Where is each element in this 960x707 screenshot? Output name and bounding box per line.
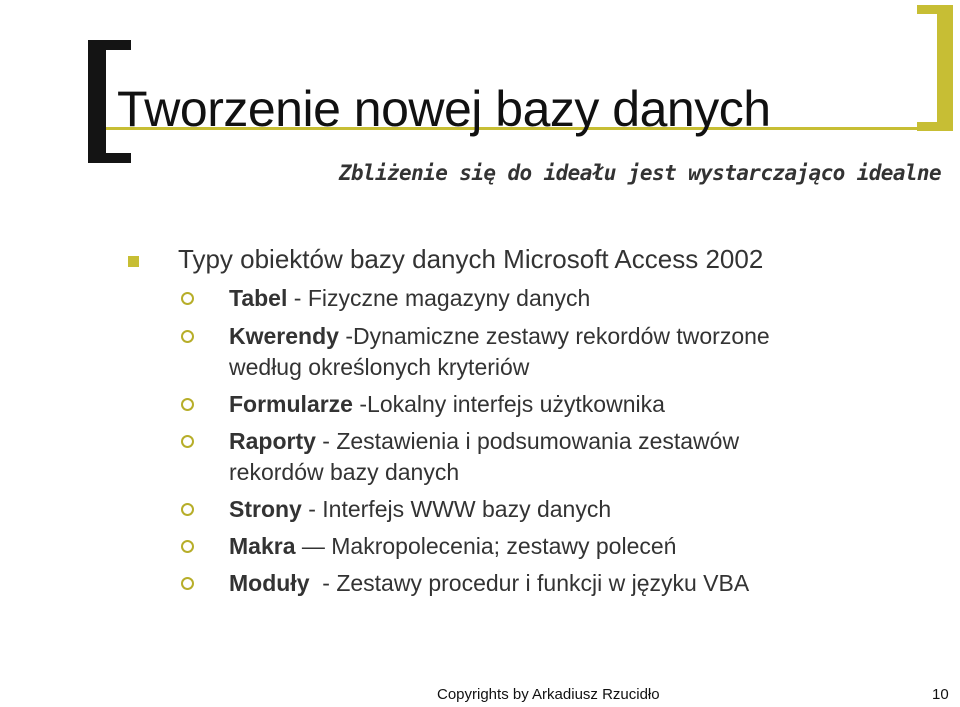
item-text: - Zestawy procedur i funkcji w języku VBA bbox=[309, 570, 750, 596]
item-term: Moduły bbox=[229, 570, 310, 596]
list-item-tabel bbox=[229, 283, 590, 314]
square-bullet-icon bbox=[128, 256, 139, 267]
ring-bullet-icon bbox=[181, 540, 194, 553]
list-item-raporty bbox=[229, 426, 739, 488]
slide-title: Tworzenie nowej bazy danych bbox=[117, 81, 771, 137]
ring-bullet-icon bbox=[181, 577, 194, 590]
item-term: Tabel bbox=[229, 285, 288, 311]
ring-bullet-icon bbox=[181, 330, 194, 343]
item-term: Strony bbox=[229, 496, 302, 522]
left-bracket-decoration bbox=[88, 40, 106, 163]
page-number: 10 bbox=[932, 686, 949, 703]
ring-bullet-icon bbox=[181, 435, 194, 448]
ring-bullet-icon bbox=[181, 398, 194, 411]
item-text-continued: rekordów bazy danych bbox=[229, 459, 460, 485]
list-item-kwerendy bbox=[229, 321, 770, 383]
item-text: -Lokalny interfejs użytkownika bbox=[352, 391, 665, 417]
item-term: Makra bbox=[229, 533, 296, 559]
item-text: - Fizyczne magazyny danych bbox=[287, 285, 591, 311]
list-item-formularze bbox=[229, 389, 665, 420]
item-text: - Zestawienia i podsumowania zestawów bbox=[315, 428, 740, 454]
footer-copyright: Copyrights by Arkadiusz Rzucidło bbox=[437, 686, 660, 703]
item-text: -Dynamiczne zestawy rekordów tworzone bbox=[338, 323, 770, 349]
list-item-moduly bbox=[229, 568, 749, 599]
item-term: Kwerendy bbox=[229, 323, 339, 349]
list-item-makra bbox=[229, 531, 676, 562]
item-term: Raporty bbox=[229, 428, 316, 454]
bullet-heading: Typy obiektów bazy danych Microsoft Access 2002 bbox=[178, 244, 764, 274]
ring-bullet-icon bbox=[181, 292, 194, 305]
ring-bullet-icon bbox=[181, 503, 194, 516]
slide-subtitle: Zbliżenie się do ideału jest wystarczająco idealne bbox=[338, 161, 941, 185]
item-text-continued: według określonych kryteriów bbox=[229, 354, 530, 380]
right-bracket-decoration bbox=[937, 5, 953, 131]
list-item-strony bbox=[229, 494, 611, 525]
item-text: — Makropolecenia; zestawy poleceń bbox=[295, 533, 677, 559]
item-text: - Interfejs WWW bazy danych bbox=[301, 496, 612, 522]
item-term: Formularze bbox=[229, 391, 353, 417]
